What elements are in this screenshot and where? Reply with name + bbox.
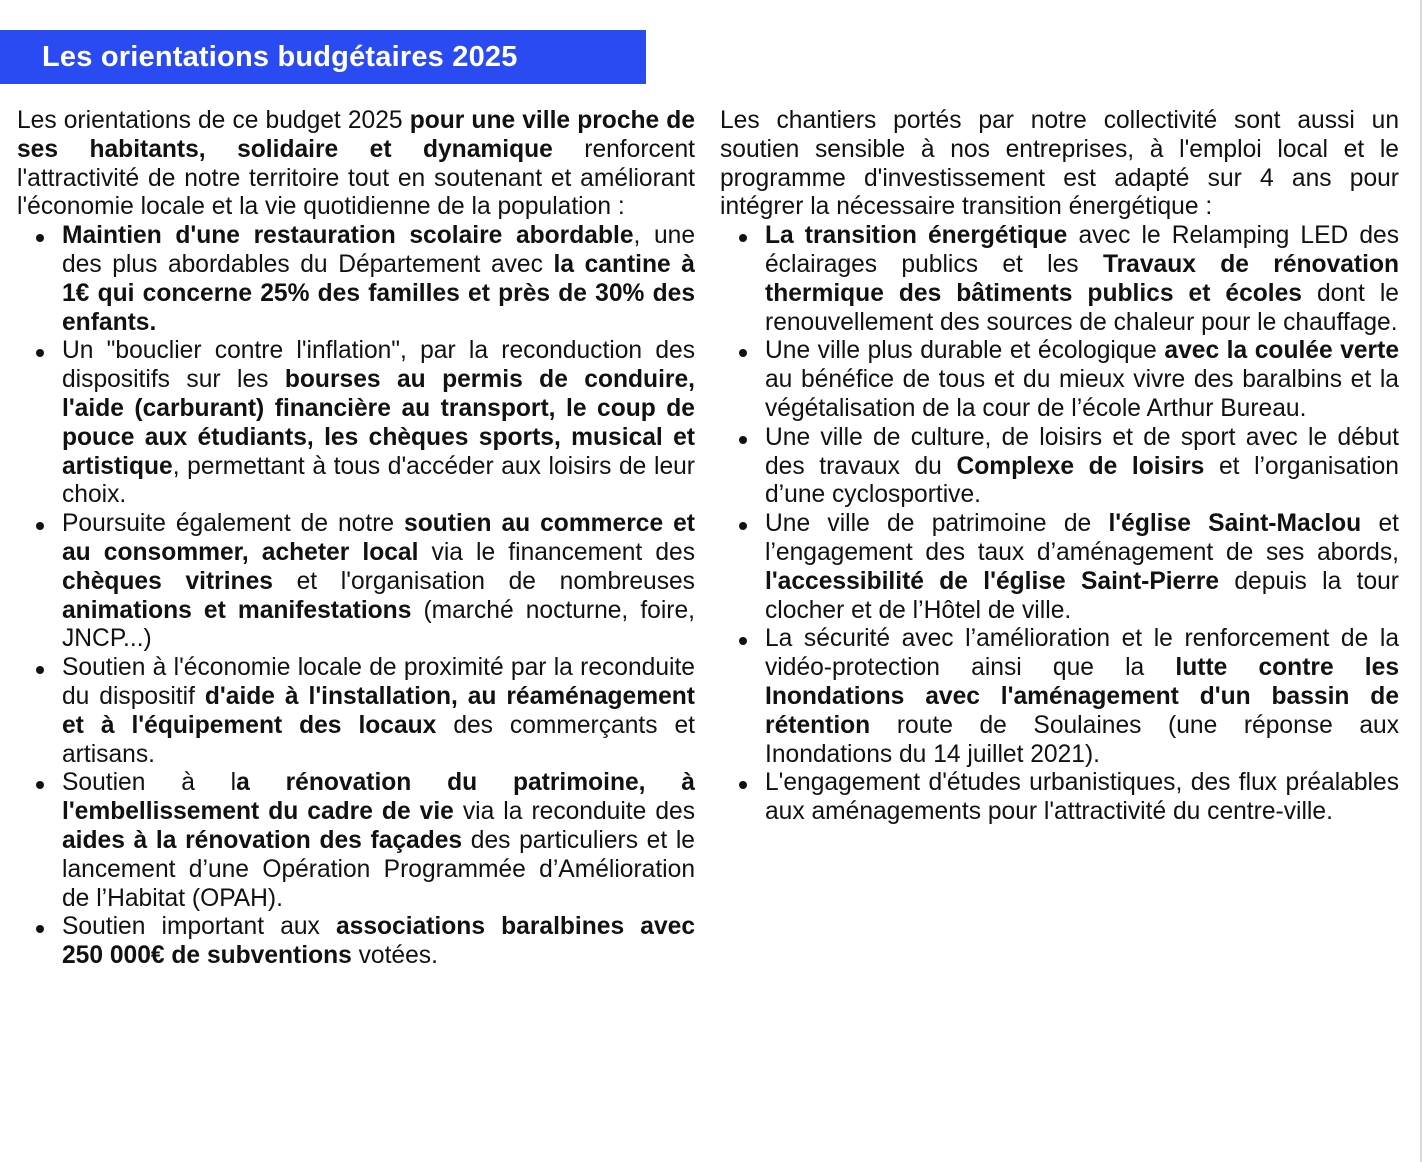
bold-text: lutte contre les Inondations avec l'aménagement d'un bassin de rétention (765, 654, 1399, 739)
text-run: votées. (351, 942, 438, 970)
text-run: Une ville plus durable et écologique (765, 337, 1165, 365)
bold-text: l'église Saint-Maclou (1108, 510, 1362, 538)
bullet-icon (739, 349, 747, 357)
text-run: et l’organisation d’une cyclosportive. (765, 452, 1399, 509)
text-run: des particuliers et le lancement d’une Opération Programmée d’Amélioration de l’Habitat (OPAH). (62, 826, 695, 912)
list-item (62, 337, 695, 510)
bullet-icon (739, 637, 747, 645)
text-run: via le financement des (418, 538, 696, 566)
text-run: avec le Relamping LED des éclairages publics et les (765, 222, 1399, 278)
bullet-icon (36, 781, 44, 789)
list-item-text (765, 337, 1399, 422)
text-run: et l’engagement des taux d’aménagement de ses abords, (765, 510, 1400, 566)
text-run: Une ville de patrimoine de (765, 510, 1109, 538)
right-bullet-list (720, 222, 1399, 827)
list-item-text (765, 510, 1399, 623)
text-run: dont le renouvellement des sources de chaleur pour le chauffage. (765, 279, 1399, 336)
list-item (765, 424, 1399, 510)
text-run: depuis la tour clocher et de l’Hôtel de ville. (765, 567, 1399, 624)
bold-text: La transition énergétique (765, 222, 1068, 250)
text-run: , une des plus abordables du Département avec (62, 222, 695, 278)
text-run: au bénéfice de tous et du mieux vivre des baralbins et la végétalisation de la cour de l’école Arthur Bureau. (765, 366, 1399, 422)
list-item-text (62, 222, 695, 335)
bullet-icon (36, 234, 44, 242)
list-item (62, 654, 695, 769)
right-intro (720, 107, 1399, 222)
list-item-text (62, 654, 695, 767)
text-run: (marché nocturne, foire, JNCP...) (62, 596, 695, 653)
bullet-icon (36, 349, 44, 357)
list-item-text (765, 424, 1399, 509)
list-item (765, 769, 1399, 827)
bold-text: Complexe de loisirs (956, 452, 1205, 480)
bold-text: pour une ville proche de ses habitants, solidaire et dynamique (17, 107, 696, 163)
bold-text: animations et manifestations (62, 596, 412, 624)
bold-text: avec la coulée verte (1164, 337, 1399, 365)
list-item (62, 913, 695, 971)
bullet-icon (36, 522, 44, 530)
bold-text: aides à la rénovation des façades (62, 826, 463, 854)
list-item-text (62, 337, 695, 508)
list-item (62, 222, 695, 337)
text-run: Les orientations de ce budget 2025 (17, 107, 410, 134)
bullet-icon (739, 522, 747, 530)
text-run: La sécurité avec l’amélioration et le renforcement de la vidéo-protection ainsi que la (765, 625, 1399, 682)
text-run: Les chantiers portés par notre collectivité sont aussi un soutien sensible à nos entreprises, à l'emploi local et le programme d'investissement est adapté sur 4 ans pour intégrer la nécessaire transition énergétique : (720, 107, 1399, 221)
list-item (765, 510, 1399, 625)
text-run: des commerçants et artisans. (62, 711, 695, 768)
bold-text: Maintien d'une restauration scolaire abordable (62, 222, 634, 250)
list-item (765, 337, 1399, 423)
list-item (62, 769, 695, 913)
bullet-icon (739, 781, 747, 789)
text-run: Poursuite également de notre (62, 510, 405, 538)
list-item (765, 625, 1399, 769)
list-item-text (62, 769, 695, 911)
bold-text: l'accessibilité de l'église Saint-Pierre (765, 567, 1220, 595)
list-item-text (765, 625, 1399, 767)
text-run: Une ville de culture, de loisirs et de sport avec le début des travaux du (765, 423, 1399, 480)
text-run: route de Soulaines (une réponse aux Inondations du 14 juillet 2021). (765, 711, 1399, 768)
text-run: Soutien à l'économie locale de proximité par la reconduite du dispositif (62, 654, 695, 710)
list-item (765, 222, 1399, 337)
text-run: via la reconduite des (453, 798, 695, 826)
text-run: Soutien à l (62, 769, 237, 797)
bold-text: a rénovation du patrimoine, à l'embellissement du cadre de vie (62, 769, 695, 826)
bold-text: Travaux de rénovation thermique des bâtiments publics et écoles (765, 250, 1399, 307)
text-run: Soutien important aux (62, 913, 336, 941)
text-run: et l'organisation de nombreuses (272, 567, 695, 595)
list-item-text (765, 222, 1399, 335)
list-item (62, 510, 695, 654)
right-column (720, 107, 1399, 827)
bullet-icon (36, 925, 44, 933)
text-run: , permettant à tous d'accéder aux loisirs de leur choix. (62, 452, 695, 509)
bullet-icon (739, 234, 747, 242)
bullet-icon (739, 436, 747, 444)
list-item-text (62, 913, 695, 969)
text-run: renforcent l'attractivité de notre territoire tout en soutenant et améliorant l'économie locale et la vie quotidienne de la population : (17, 135, 695, 221)
bold-text: bourses au permis de conduire, l'aide (carburant) financière au transport, le coup de pouce aux étudiants, les chèques sports, musical et artistique (62, 366, 695, 480)
text-run: Un "bouclier contre l'inflation", par la reconduction des dispositifs sur les (62, 337, 695, 394)
list-item-text (765, 769, 1399, 825)
text-run: L'engagement d'études urbanistiques, des flux préalables aux aménagements pour l'attractivité du centre-ville. (765, 769, 1399, 826)
bold-text: chèques vitrines (62, 567, 273, 595)
bold-text: la cantine à 1€ qui concerne 25% des familles et près de 30% des enfants. (62, 250, 695, 336)
bullet-icon (36, 666, 44, 674)
bold-text: soutien au commerce et au consommer, acheter local (62, 510, 695, 566)
bold-text: associations baralbines avec 250 000€ de subventions (62, 913, 695, 970)
left-intro (17, 107, 695, 222)
left-bullet-list (17, 222, 695, 971)
list-item-text (62, 510, 695, 652)
bold-text: d'aide à l'installation, au réaménagement et à l'équipement des locaux (62, 682, 695, 739)
left-column (17, 107, 695, 971)
title-banner (0, 30, 646, 84)
page-title: Les orientations budgétaires 2025 (42, 40, 518, 73)
